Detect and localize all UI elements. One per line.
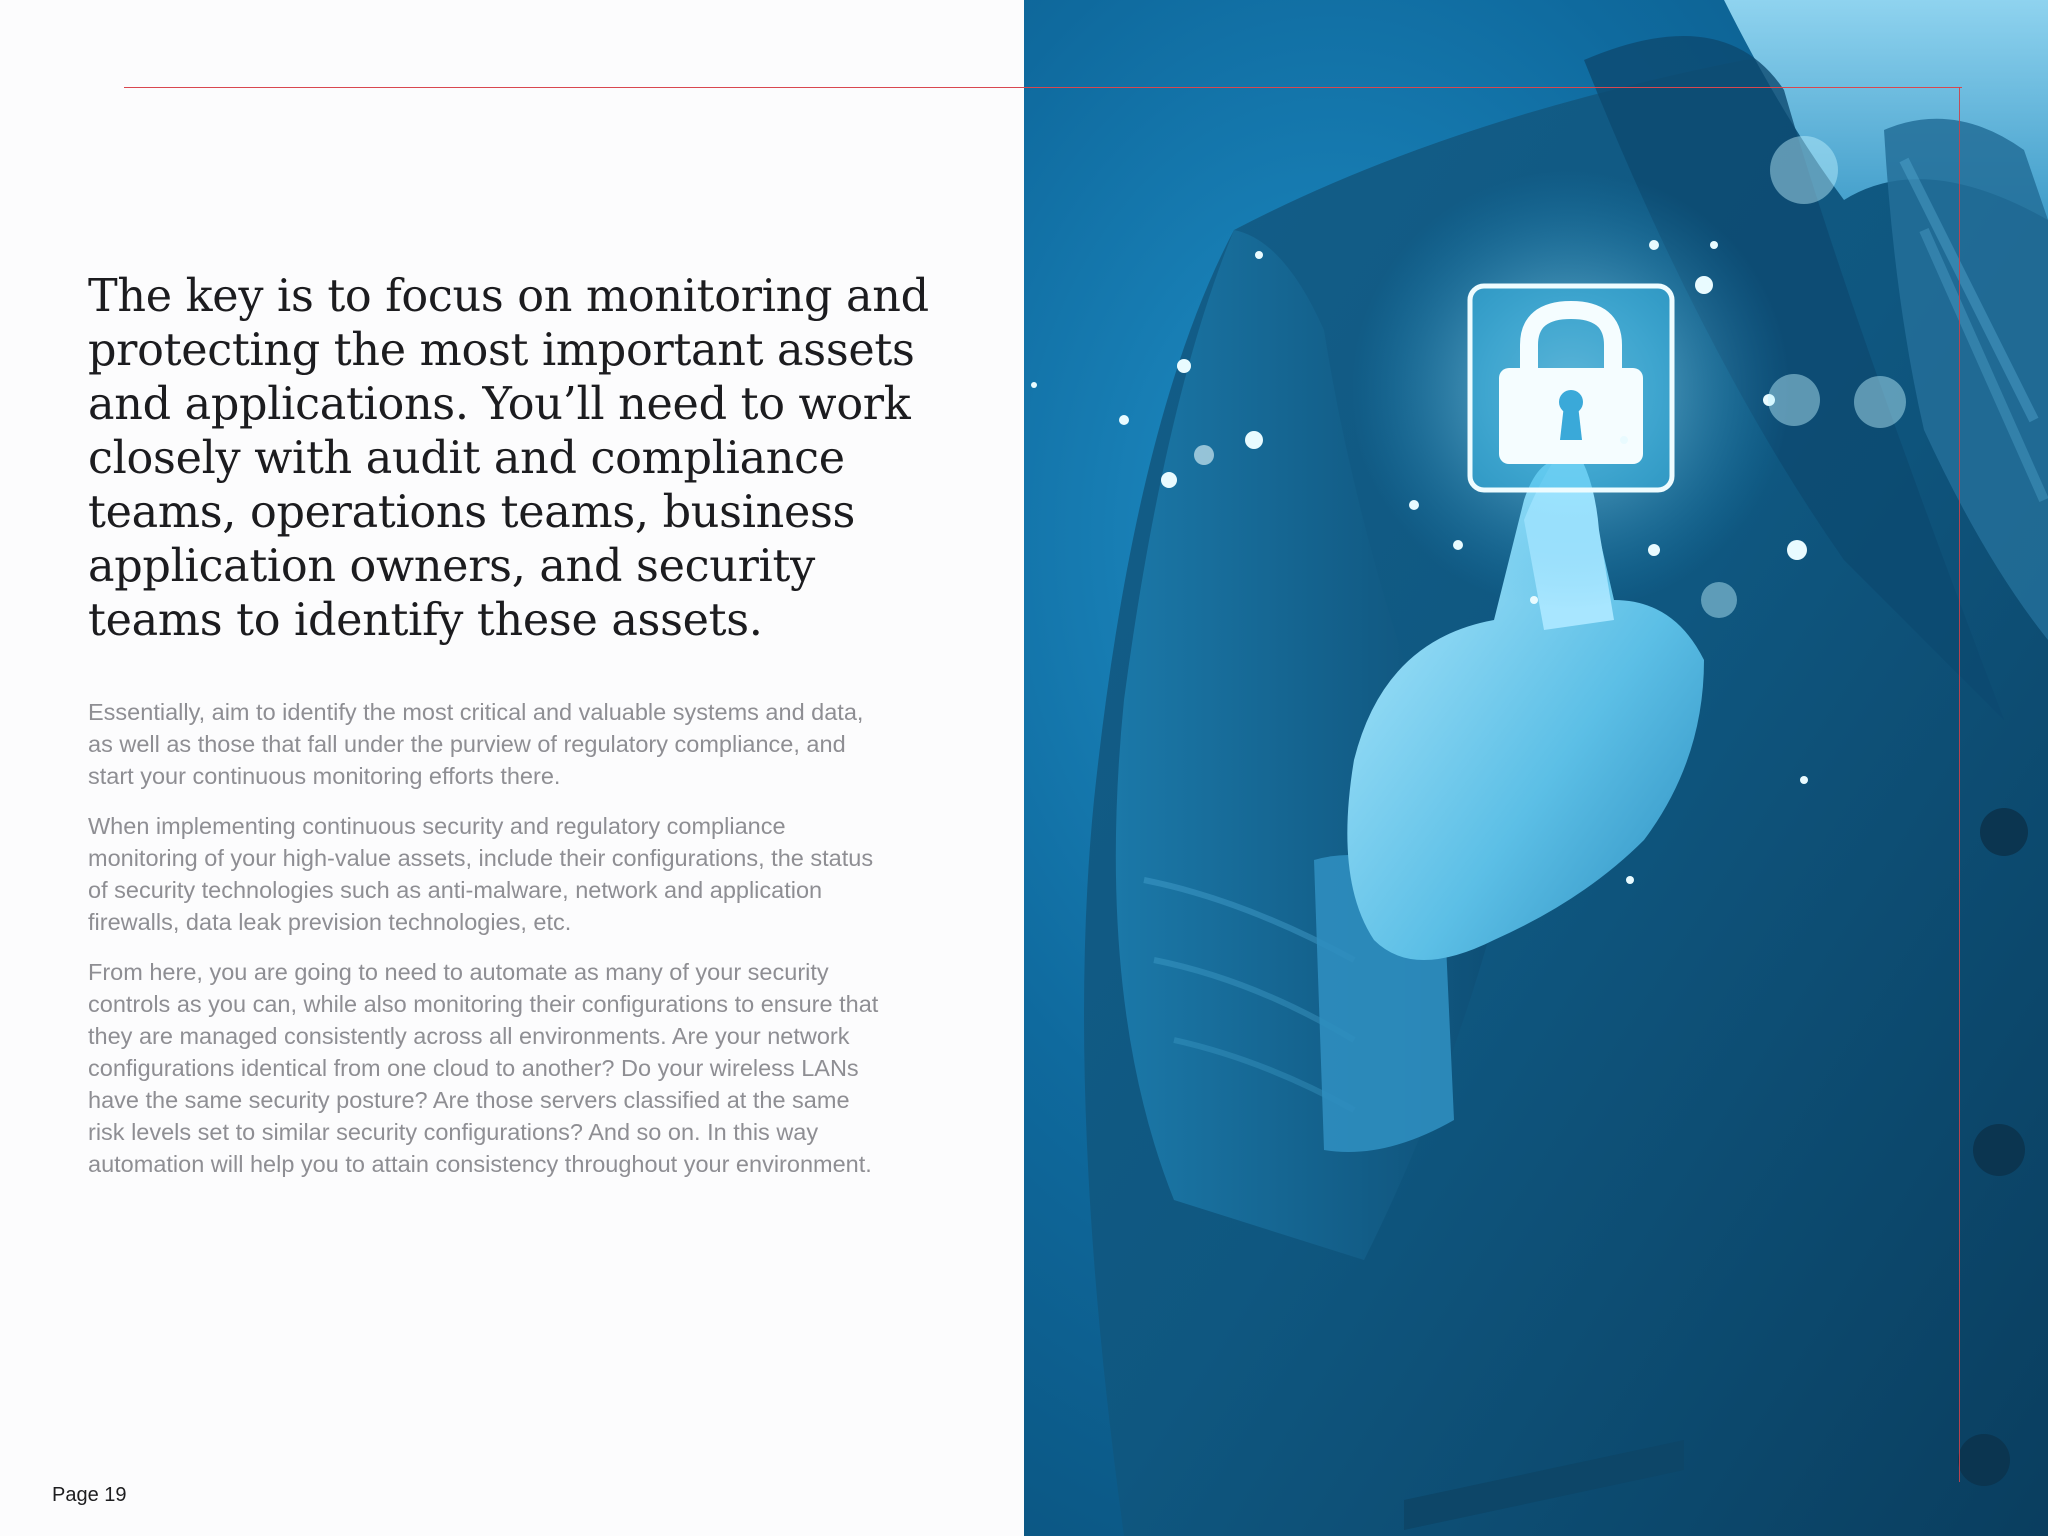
headline: The key is to focus on monitoring and protecting the most important assets and applications. You’ll need to work closely with audit and compliance teams, operations teams, business application owners, and security teams to identify these assets.: [88, 271, 929, 646]
jacket-button-3: [1958, 1434, 2010, 1486]
photo-illustration: [1024, 0, 2048, 1536]
paragraph-1: Essentially, aim to identify the most critical and valuable systems and data, as well as those that fall under the purview of regulatory compliance, and start your continuous monitoring efforts there.: [88, 699, 864, 789]
jacket-button-2: [1973, 1124, 2025, 1176]
businessman-security-photo: [1024, 0, 2048, 1536]
accent-rule-horizontal: [124, 87, 1962, 88]
jacket-button-1: [1980, 808, 2028, 856]
body-copy: [88, 696, 888, 1198]
paragraph-2: When implementing continuous security and regulatory compliance monitoring of your high-value assets, include their configurations, the status of security technologies such as anti-malware, network and application firewalls, data leak prevision technologies, etc.: [88, 813, 874, 935]
paragraph-3: From here, you are going to need to automate as many of your security controls as you can, while also monitoring their configurations to ensure that they are managed consistently across all environments. Are your network configurations identical from one cloud to another? Do your wireless LANs have the same security posture? Are those servers classified at the same risk levels set to similar security configurations? And so on. In this way automation will help you to attain consistency throughout your environment.: [88, 959, 879, 1177]
accent-rule-vertical: [1959, 87, 1960, 1482]
page-number: Page 19: [52, 1484, 127, 1506]
